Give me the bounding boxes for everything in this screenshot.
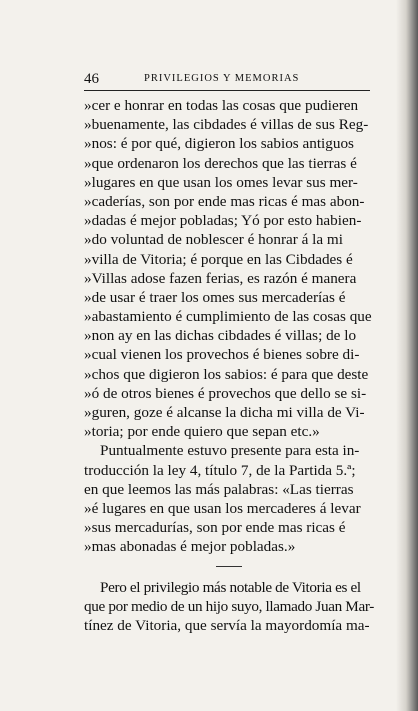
text-line: troducción la ley 4, título 7, de la Partida 5.ª; <box>84 461 356 479</box>
text-line: »mas abonadas é mejor pobladas.» <box>84 538 296 556</box>
text-line: »do voluntad de noblescer é honrar á la mi <box>84 231 343 249</box>
page-binding-shadow <box>396 0 418 711</box>
text-line: »é lugares en que usan los mercaderes á levar <box>84 499 361 517</box>
text-line: en que leemos las más palabras: «Las tierras <box>84 480 354 498</box>
text-line: »dadas é mejor pobladas; Yó por esto habien- <box>84 212 362 230</box>
text-line: Puntualmente estuvo presente para esta in- <box>100 442 360 460</box>
body-text <box>84 96 374 635</box>
text-line: »nos: é por qué, digieron los sabios antiguos <box>84 135 354 153</box>
header-rule <box>84 90 370 91</box>
text-line: »villa de Vitoria; é porque en las Cibdades é <box>84 250 353 268</box>
paragraph-quote <box>84 96 374 441</box>
text-line: »buenamente, las cibdades é villas de sus Reg- <box>84 116 369 134</box>
text-line: »Villas adose fazen ferias, es razón é manera <box>84 269 357 287</box>
text-line: »sus mercadurías, son por ende mas ricas é <box>84 519 346 537</box>
text-line: »non ay en las dichas cibdades é villas; de lo <box>84 327 357 345</box>
paragraph-privilegio <box>84 578 374 636</box>
text-line: »cual vienen los provechos é bienes sobre di- <box>84 346 360 364</box>
text-line: Pero el privilegio más notable de Vitoria es el <box>100 578 361 596</box>
text-line: »abastamiento é cumplimiento de las cosas que <box>84 308 372 326</box>
section-separator <box>216 566 242 567</box>
text-line: »caderías, son por ende mas ricas é mas abon- <box>84 192 365 210</box>
text-line: »guren, goze é alcanse la dicha mi villa de Vi- <box>84 404 365 421</box>
text-line: »chos que digieron los sabios: é para que deste <box>84 365 369 383</box>
text-line: tínez de Vitoria, que servía la mayordomía ma- <box>84 616 370 634</box>
text-line: »de usar é traer los omes sus mercaderías é <box>84 288 346 306</box>
page-number: 46 <box>84 71 99 87</box>
running-head: PRIVILEGIOS Y MEMORIAS <box>144 73 300 84</box>
text-line: »lugares en que usan los omes levar sus mer- <box>84 173 358 191</box>
text-line: »que ordenaron los derechos que las tierras é <box>84 154 357 172</box>
text-line: que por medio de un hijo suyo, llamado Juan Mar- <box>84 597 374 615</box>
page-header <box>84 70 370 88</box>
text-line: »toria; por ende quiero que sepan etc.» <box>84 423 320 441</box>
paragraph-partida <box>84 441 374 556</box>
text-line: »ó de otros bienes é provechos que dello se si- <box>84 384 367 402</box>
text-line: »cer e honrar en todas las cosas que pudieren <box>84 97 359 114</box>
